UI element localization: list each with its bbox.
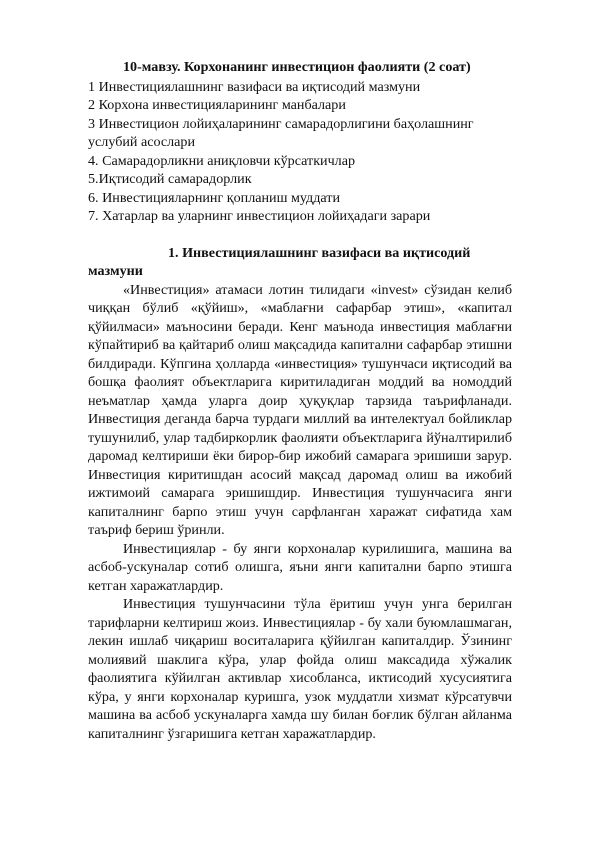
topic-item: 7. Хатарлар ва уларнинг инвестицион лойиҳадаги зарари	[88, 208, 431, 224]
topic-item: 4. Самарадорликни аниқловчи кўрсаткичлар	[88, 152, 356, 169]
topic-item: 1 Инвестициялашнинг вазифаси ва иқтисодий мазмуни	[88, 78, 421, 95]
topic-item: 2 Корхона инвестицияларининг манбалари	[88, 97, 346, 113]
topic-item: 5.Иқтисодий самарадорлик	[88, 171, 252, 187]
body-paragraph: «Инвестиция» атамаси лотин тилидаги «invest» сўзидан келиб чиққан бўлиб «қўйиш», «маблағни сафарбар этиш», «капитал қўйилмаси» маъносини беради. Кенг маънода инвестиция маблағни кўпайтириб ва қайтариб олиш мақсадида капитални сафарбар этишни билдиради. Кўпгина ҳолларда «инвестиция» тушунчаси иқтисодий ва бошқа фаолият объектларига киритиладиган моддий ва номоддий неъматлар ҳамда уларга доир ҳуқуқлар тарзида таърифланади. Инвестиция деганда барча турдаги миллий ва интелектуал бойликлар тушунилиб, улар тадбиркорлик фаолияти объектларига йўналтирилиб даромад келтириши ёки бирор-бир ижобий самарага эришиши зарур. Инвестиция киритишдан асосий мақсад даромад олиш ва ижобий ижтимоий самарага эришишдир. Инвестиция тушунчасига янги капиталнинг барпо этиш учун сарфланган харажат сифатида хам таъриф бериш ўринли.	[88, 281, 512, 538]
topic-item: 6. Инвестицияларнинг қопланиш муддати	[88, 189, 340, 206]
body-paragraph: Инвестициялар - бу янги корхоналар курилишига, машина ва асбоб-ускуналар сотиб олишга, яъни янги капитални барпо этишга кетган харажатлардир.	[88, 540, 512, 594]
topic-list	[88, 78, 512, 226]
page-title: 10-мавзу. Корхонанинг инвестицион фаолияти (2 соат)	[123, 59, 471, 75]
blank-line	[88, 226, 512, 244]
topic-item: 3 Инвестицион лойиҳаларининг самарадорлигини баҳолашнинг услубий асослари	[88, 115, 474, 150]
document-page	[88, 58, 512, 743]
body-paragraph: Инвестиция тушунчасини тўла ёритиш учун унга берилган тарифларни келтириш жоиз. Инвестициялар - бу хали буюмлашмаган, лекин ишлаб чиқариш воситаларига қўйилган капиталдир. Ўзининг молиявий шаклига кўра, улар фойда олиш максадида хўжалик фаолиятига кўйилган активлар хисобланса, иктисодий хусусиятига кўра, у янги корхоналар куришга, узок муддатли хизмат кўрсатувчи машина ва асбоб ускуналарга хамда шу билан боғлик бўлган айланма капиталнинг ўзгаришига кетган харажатлардир.	[88, 596, 512, 742]
section-heading: 1. Инвестициялашнинг вазифаси ва иқтисодий мазмуни	[88, 244, 471, 279]
